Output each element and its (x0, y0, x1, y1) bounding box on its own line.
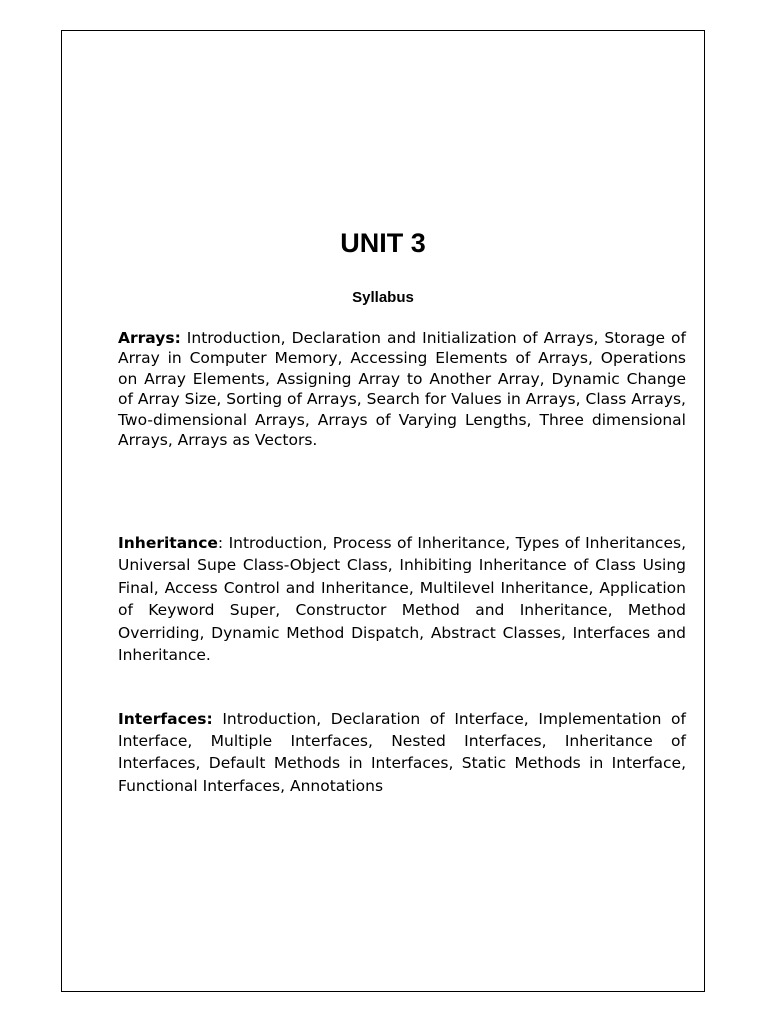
arrays-section-body: Introduction, Declaration and Initialization of Arrays, Storage of Array in Computer Memory, Accessing Elements of Arrays, Operations on Array Elements, Assigning Array to Another Array, Dynamic Change of Array Size, Sorting of Arrays, Search for Values in Arrays, Class Arrays, Two-dimensional Arrays, Arrays of Varying Lengths, Three dimensional Arrays, Arrays as Vectors. (118, 329, 686, 450)
interfaces-section-label: Interfaces: (118, 710, 213, 728)
document-page (61, 30, 705, 992)
arrays-section (118, 328, 686, 450)
arrays-section-label: Arrays: (118, 329, 181, 347)
unit-title: UNIT 3 (340, 228, 426, 258)
syllabus-heading: Syllabus (352, 289, 414, 306)
inheritance-section-body: : Introduction, Process of Inheritance, Types of Inheritances, Universal Supe Class-Object Class, Inhibiting Inheritance of Class Using Final, Access Control and Inheritance, Multilevel Inheritance, Application of Keyword Super, Constructor Method and Inheritance, Method Overriding, Dynamic Method Dispatch, Abstract Classes, Interfaces and Inheritance. (118, 534, 686, 665)
inheritance-section (118, 532, 686, 666)
interfaces-section (118, 708, 686, 797)
interfaces-section-body: Introduction, Declaration of Interface, Implementation of Interface, Multiple Interfaces, Nested Interfaces, Inheritance of Interfaces, Default Methods in Interfaces, Static Methods in Interface, Functional Interfaces, Annotations (118, 710, 686, 795)
inheritance-section-label: Inheritance (118, 534, 218, 552)
